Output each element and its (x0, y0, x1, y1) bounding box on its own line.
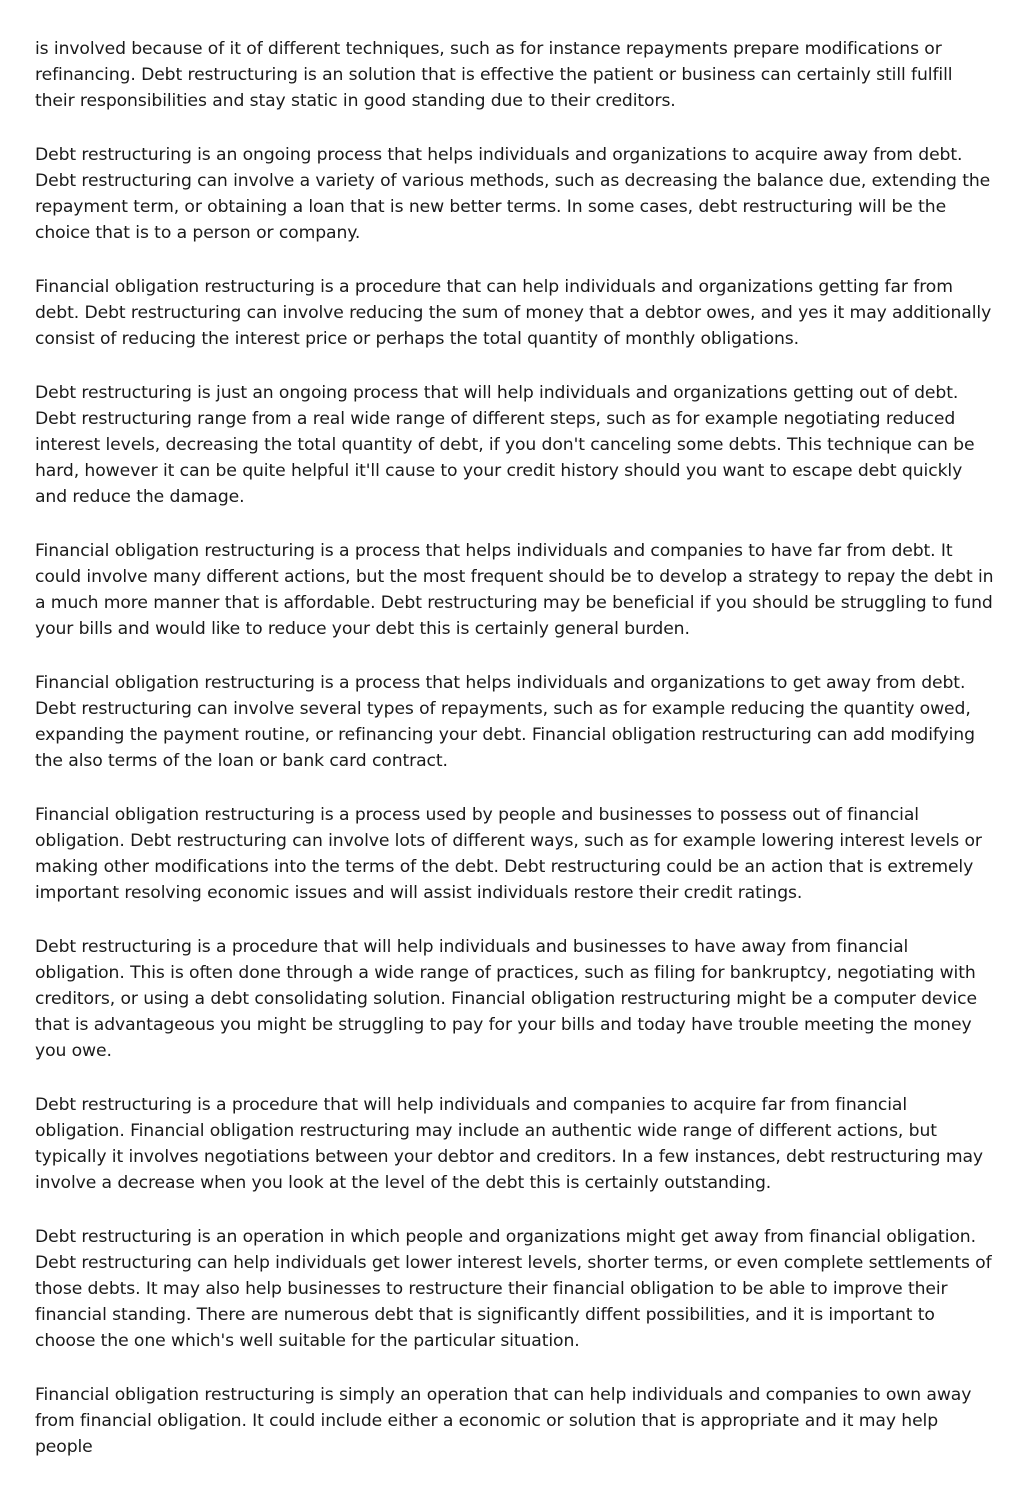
paragraph-4: Debt restructuring is just an ongoing process that will help individuals and organizations getting out of debt. Debt restructuring range from a real wide range of different steps, such as for example negotiating reduced interest levels, decreasing the total quantity of debt, if you don't canceling some debts. This technique can be hard, however it can be quite helpful it'll cause to your credit history should you want to escape debt quickly and reduce the damage. (35, 383, 975, 507)
paragraph-5: Financial obligation restructuring is a process that helps individuals and companies to have far from debt. It could involve many different actions, but the most frequent should be to develop a strategy to repay the debt in a much more manner that is affordable. Debt restructuring may be beneficial if you should be struggling to fund your bills and would like to reduce your debt this is certainly general burden. (35, 541, 994, 639)
document-body (35, 36, 995, 1488)
paragraph-11: Financial obligation restructuring is simply an operation that can help individuals and companies to own away from financial obligation. It could include either a economic or solution that is appropriate and it may help people (35, 1385, 972, 1457)
paragraph-9: Debt restructuring is a procedure that will help individuals and companies to acquire far from financial obligation. Financial obligation restructuring may include an authentic wide range of different actions, but typically it involves negotiations between your debtor and creditors. In a few instances, debt restructuring may involve a decrease when you look at the level of the debt this is certainly outstanding. (35, 1095, 984, 1193)
paragraph-3: Financial obligation restructuring is a procedure that can help individuals and organizations getting far from debt. Debt restructuring can involve reducing the sum of money that a debtor owes, and yes it may additionally consist of reducing the interest price or perhaps the total quantity of monthly obligations. (35, 277, 992, 349)
paragraph-1: is involved because of it of different techniques, such as for instance repayments prepare modifications or refinancing. Debt restructuring is an solution that is effective the patient or business can certainly still fulfill their responsibilities and stay static in good standing due to their creditors. (35, 39, 953, 111)
paragraph-6: Financial obligation restructuring is a process that helps individuals and organizations to get away from debt. Debt restructuring can involve several types of repayments, such as for example reducing the quantity owed, expanding the payment routine, or refinancing your debt. Financial obligation restructuring can add modifying the also terms of the loan or bank card contract. (35, 673, 975, 771)
paragraph-7: Financial obligation restructuring is a process used by people and businesses to possess out of financial obligation. Debt restructuring can involve lots of different ways, such as for example lowering interest levels or making other modifications into the terms of the debt. Debt restructuring could be an action that is extremely important resolving economic issues and will assist individuals restore their credit ratings. (35, 805, 982, 903)
paragraph-2: Debt restructuring is an ongoing process that helps individuals and organizations to acquire away from debt. Debt restructuring can involve a variety of various methods, such as decreasing the balance due, extending the repayment term, or obtaining a loan that is new better terms. In some cases, debt restructuring will be the choice that is to a person or company. (35, 145, 991, 243)
paragraph-8: Debt restructuring is a procedure that will help individuals and businesses to have away from financial obligation. This is often done through a wide range of practices, such as filing for bankruptcy, negotiating with creditors, or using a debt consolidating solution. Financial obligation restructuring might be a computer device that is advantageous you might be struggling to pay for your bills and today have trouble meeting the money you owe. (35, 937, 977, 1061)
paragraph-10: Debt restructuring is an operation in which people and organizations might get away from financial obligation. Debt restructuring can help individuals get lower interest levels, shorter terms, or even complete settlements of those debts. It may also help businesses to restructure their financial obligation to be able to improve their financial standing. There are numerous debt that is significantly diffent possibilities, and it is important to choose the one which's well suitable for the particular situation. (35, 1227, 992, 1351)
